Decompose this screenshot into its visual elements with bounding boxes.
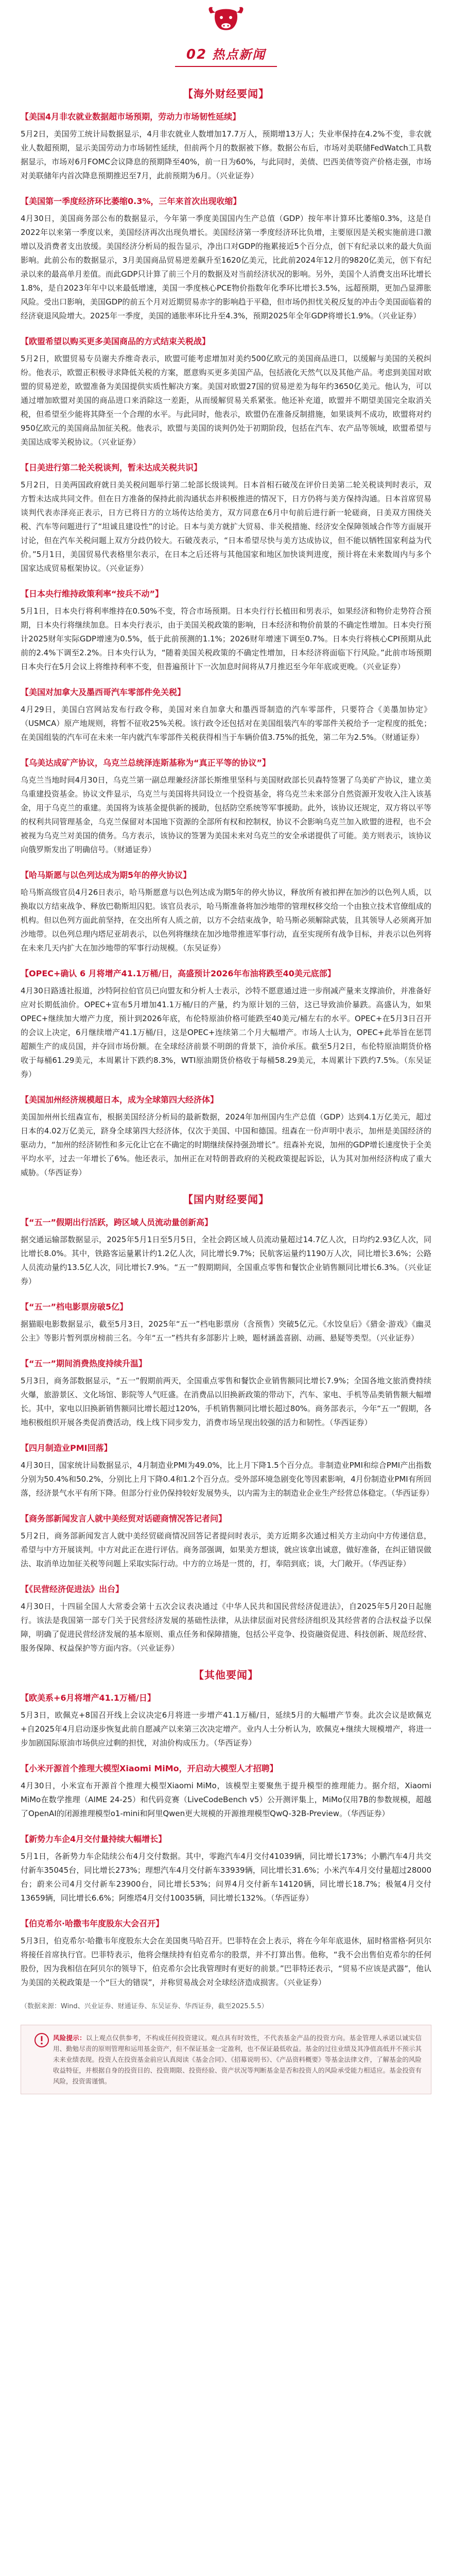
news-item [0, 1093, 452, 1180]
news-item [0, 967, 452, 1081]
news-body: 4月30日，小米宣布开源首个推理大模型Xiaomi MiMo，该模型主要聚焦于提升模型的推理能力。据介绍，Xiaomi MiMo在数学推理（AIME 24-25）和代码竞赛（LiveCodeBench v5）公开测评集上，MiMo仅用7B的参数规模，超越了OpenAI的闭源推理模型o1-mini和阿里Qwen更大规模的开源推理模型QwQ-32B-Preview。（华西证券） [21, 1781, 431, 1818]
news-body: 5月1日，日本央行将利率维持在0.50%不变，符合市场预期。日本央行行长植田和男表示，如果经济和物价走势符合预期，日本央行将继续加息。日本央行表示，由于美国关税政策的影响，日本经济和物价前景的不确定性增加。日本央行预计2025财年实际GDP增速为0.5%，低于此前预测的1.1%；2026财年增速下调至0.7%。日本央行将核心CPI预期从此前的2.4%下调至2.2%。日本央行认为，“随着美国关税政策的不确定性增加，日本经济将面临下行风险。”此前市场预期日本央行在5月会议上将维持利率不变，但普遍预计下一次加息时间将从7月推迟至今年年底或更晚。（兴业证券） [21, 606, 431, 671]
news-item [0, 1761, 452, 1821]
news-headline: 【欧美系+6月将增产41.1万桶/日】 [21, 1693, 155, 1703]
domestic-news-list [0, 1215, 452, 1655]
news-headline: 【《民营经济促进法》出台】 [21, 1584, 124, 1594]
news-body: 美国加州州长纽森宣布，根据美国经济分析局的最新数据，2024年加州国内生产总值（GDP）达到4.1万亿美元，超过日本的4.02万亿美元，跻身全球第四大经济体，仅次于美国、中国和德国。纽森在一份声明中表示，加州是美国经济的驱动力，“加州的经济韧性和多元化让它在不确定的时期继续保持强劲增长”。纽森补充说，加州的GDP增长速度快于全美平均水平，过去一年增长了6%。他还表示，加州正在对特朗普政府的关税政策提起诉讼，认为其对加州经济构成了重大威胁。（华西证券） [21, 1112, 431, 1177]
news-body: 5月3日，欧佩克+8国召开线上会议决定6月将进一步增产41.1万桶/日，延续5月的大幅增产节奏。此次会议是欧佩克+自2025年4月启动逐步恢复此前自愿减产以来第三次决定增产。业内人士分析认为，欧佩克+继续大规模增产，将进一步加剧国际原油市场供应过剩的担忧，对油价构成压力。（华西证券） [21, 1710, 431, 1748]
news-headline: 【美国4月非农就业数据超市场预期，劳动力市场韧性延续】 [21, 112, 241, 122]
news-item [0, 1512, 452, 1571]
news-headline: 【商务部新闻发言人就中美经贸对话磋商情况答记者问】 [21, 1514, 227, 1523]
section-title-other: 【其他要闻】 [194, 1669, 258, 1681]
news-headline: 【乌美达成矿产协议，乌克兰总统泽连斯基称为“真正平等的协议”】 [21, 758, 271, 768]
overseas-news-list [0, 110, 452, 1180]
news-item [0, 1917, 452, 1990]
news-item [0, 685, 452, 744]
news-item [0, 1215, 452, 1289]
warning-icon [30, 2032, 53, 2087]
news-body: 5月2日，美国劳工统计局数据显示，4月非农就业人数增加17.7万人，预期增13万人；失业率保持在4.2%不变，非农就业人数超预期，显示美国劳动力市场韧性延续，但前两个月的数据被下修。数据公布后，市场对美联储FedWatch工具数据显示，市场对6月FOMC会议降息的预期降至40%，前一日为60%，与此同时，美债、巴西美债等资产价格走强，市场对美联储年内首次降息预期推迟至7月，此前预期为6月。（兴业证券） [21, 129, 431, 180]
news-item [0, 1832, 452, 1905]
news-headline: 【日本央行维持政策利率“按兵不动”】 [21, 589, 164, 599]
news-body: 5月3日，商务部数据显示，“五一”假期前两天，全国重点零售和餐饮企业销售额同比增长7.9%；全国各地文旅消费持续火爆，旅游景区、文化场馆、影院等人气旺盛。在消费品以旧换新政策的带动下，汽车、家电、手机等品类销售额大幅增长。其中，家电以旧换新销售额同比增长超过120%，手机销售额同比增长超过80%。商务部表示，今年“五一”假期，各地积极组织开展各类促消费活动，线上线下同步发力，消费市场呈现出较强的活力和韧性。（华西证券） [21, 1376, 431, 1427]
news-item [0, 756, 452, 857]
news-body: 5月2日，日美两国政府就日美关税问题举行第二轮部长级谈判。日本首相石破茂在评价日美第二轮关税谈判时表示，双方暂未达成共同文件。但在日方准备的保持此前沟通状态并积极推进的情况下，日方仍将与美方保持沟通。日本首席贸易谈判代表赤泽亮正表示，日方已将日方的立场传达给美方，双方同意在6月中旬前后进行新一轮磋商，日美双方围绕关税、汽车等问题进行了“坦诚且建设性”的讨论。日本与美方就扩大贸易、非关税措施、经济安全保障领域合作等方面展开讨论，但在汽车关税问题上双方分歧仍较大。石破茂表示，“日本希望尽快与美方达成协议，但不能以牺牲国家利益为代价。”5月1日，美国贸易代表格里尔表示，在日本之后还将与其他国家和地区加快谈判进度，预计将在未来数周内与多个国家达成贸易框架协议。（兴业证券） [21, 480, 431, 573]
news-item [0, 1441, 452, 1500]
news-headline: 【新势力车企4月交付量持续大幅增长】 [21, 1834, 167, 1844]
news-body: 5月2日，商务部新闻发言人就中美经贸磋商情况回答记者提问时表示，美方近期多次通过相关方主动向中方传递信息，希望与中方开展谈判。中方对此正在进行评估。商务部强调，如果美方想谈，就应该拿出诚意，做好准备，在纠正错误做法、取消单边加征关税等问题上采取实际行动。中方的立场是一贯的，打，奉陪到底；谈，大门敞开。（华西证券） [21, 1531, 431, 1568]
news-item [0, 461, 452, 575]
hero-banner [0, 0, 452, 77]
risk-disclaimer [21, 2025, 431, 2094]
news-headline: 【美国第一季度经济环比萎缩0.3%，三年来首次出现收缩】 [21, 196, 241, 206]
news-body: 据交通运输部数据显示，2025年5月1日至5月5日，全社会跨区域人员流动量超过14.7亿人次，日均约2.93亿人次，同比增长8.0%。其中，铁路客运量累计约1.2亿人次，同比增长9.7%；民航客运量约1190万人次，同比增长3.6%；公路人员流动量约13.5亿人次，同比增长7.9%。“五一”假期期间，全国重点零售和餐饮企业销售额同比增长6.3%。（兴业证券） [21, 1235, 431, 1286]
news-item [0, 1582, 452, 1655]
news-item [0, 194, 452, 323]
news-headline: 【小米开源首个推理大模型Xiaomi MiMo，开启动大模型人才招聘】 [21, 1764, 278, 1773]
news-body: 4月29日，美国白宫网站发布行政令称，美国对来自加拿大和墨西哥制造的汽车零部件，只要符合《美墨加协定》（USMCA）原产地规则，将暂不征收25%关税。该行政令还包括对在美国组装汽车的零部件关税给予一定程度的抵免；在美国组装的汽车可在未来一年内就汽车零部件关税获得相当于车辆价值3.75%的抵免，第二年为2.5%。（财通证券） [21, 705, 431, 742]
news-body: 乌克兰当地时间4月30日，乌克兰第一副总理兼经济部长斯维里坚科与美国财政部长贝森特签署了乌美矿产协议，建立美乌重建投资基金。协议文件显示，乌克兰与美国将共同设立一个投资基金，将乌克兰未来部分自然资源开发收入注入该基金，用于乌克兰的重建。美国将为该基金提供新的援助，包括防空系统等军事援助。此外，该协议还规定，双方将以平等的权利共同管理基金，乌克兰保留对本国地下资源的全部所有权和控制权，协议不会影响乌克兰加入欧盟的进程，也不会被视为乌克兰对美国的债务。乌方表示，该协议的签署为美国未来对乌克兰的安全承诺提供了可能。美方则表示，该协议向俄罗斯发出了明确信号。（财通证券） [21, 775, 431, 854]
risk-text [53, 2032, 422, 2087]
chapter-title: 热点新闻 [212, 47, 266, 62]
news-headline: 【美国对加拿大及墨西哥汽车零部件免关税】 [21, 687, 186, 697]
chapter-heading [0, 44, 452, 62]
news-headline: 【“五一”期间消费热度持续升温】 [21, 1359, 147, 1368]
news-headline: 【美国加州经济规模超日本，成为全球第四大经济体】 [21, 1095, 219, 1105]
news-body: 5月2日，欧盟贸易专员谢夫乔维奇表示，欧盟可能考虑增加对美约500亿欧元的美国商品进口，以缓解与美国的关税纠纷。他表示，欧盟正积极寻求降低关税的方案，愿意购买更多美国产品，包括液化天然气以及其他产品。考虑到美国对欧盟的贸易逆差，欧盟准备为美国提供实质性解决方案。美国对欧盟27国的贸易逆差为每年约3650亿美元。他认为，可以通过增加欧盟对美国的商品进口来消除这一差距，从而缓解贸易关系紧张。他还补充道，欧盟并不期望美国完全取消关税，但希望至少能将其降至一个合理的水平。与此同时，他表示，欧盟仍在准备反制措施，如果谈判不成功，欧盟将对约950亿欧元的美国商品加征关税。他表示，欧盟与美国的谈判仍处于初期阶段，包括在汽车、农产品等领域，欧盟希望与美国达成零关税协议。（兴业证券） [21, 354, 431, 447]
news-body: 4月30日，美国商务部公布的数据显示，今年第一季度美国国内生产总值（GDP）按年率计算环比萎缩0.3%，这是自2022年以来第一季度以来，美国经济再次出现负增长。美国经济第一季度经济环比负增，主要原因是关税实施前进口激增以及消费者支出放缓。美国经济分析局的报告显示，净出口对GDP的拖累接近5个百分点，创下有纪录以来的最大负面影响。此前公布的数据显示，3月美国商品贸易逆差飙升至1620亿美元，比此前2024年12月的9820亿美元，创下有纪录以来的最高单月差值。而此GDP只计算了前三个月的数据及对当前经济状况的影响。另外，美国个人消费支出环比增长1.8%，是自2023年年中以来最低增速，美国一季度核心PCE物价指数年化季环比增长3.5%，远超预期，更加凸显滞胀风险。受出口影响，美国GDP的前五个月对近期贸易赤字的影响趋于平稳，但市场仍担忧关税反复的冲击令美国面临着的经济衰退风险增大。2025年一季度，美国的通胀率环比升至4.3%，预期2025年全年GDP将增长1.9%。（兴业证券） [21, 214, 431, 320]
news-item [0, 1300, 452, 1345]
news-item [0, 587, 452, 674]
section-title-overseas: 【海外财经要闻】 [183, 88, 269, 100]
news-headline: 【欧盟希望以购买更多美国商品的方式结束关税战】 [21, 336, 211, 346]
news-body: 4月30日，十四届全国人大常委会第十五次会议表决通过《中华人民共和国民营经济促进法》，自2025年5月20日起施行。该法是我国第一部专门关于民营经济发展的基础性法律，从法律层面对民营经济组织及其经营者的合法权益予以保障，明确了促进民营经济发展的基本原则、重点任务和保障措施，包括公平竞争、投资融资促进、科技创新、规范经营、服务保障、权益保护等方面内容。（兴业证券） [21, 1602, 431, 1653]
chapter-divider [175, 66, 277, 67]
risk-lead: 风险提示： [53, 2034, 86, 2042]
news-headline: 【日美进行第二轮关税谈判，暂未达成关税共识】 [21, 463, 202, 472]
news-body: 5月1日，各新势力车企陆续公布4月交付数据。其中，零跑汽车4月交付41039辆，同比增长173%；小鹏汽车4月共交付新车35045台，同比增长273%；理想汽车4月交付新车33939辆，同比增长31.6%；小米汽车4月交付量超过28000台；蔚来公司4月交付新车23900台，同比增长53%；问界4月交付新车14120辆，同比增长18.7%；极氪4月交付13659辆，同比增长6.6%；阿维塔4月交付10035辆，同比增长132%。（华西证券） [21, 1852, 431, 1903]
news-headline: 【“五一”假期出行活跃，跨区域人员流动量创新高】 [21, 1217, 213, 1227]
news-body: 4月30日路透社报道，沙特阿拉伯官员已向盟友和分析人士表示，沙特不愿意通过进一步削减产量来支撑油价，并准备好应对长期低油价。OPEC+宣布5月增加41.1万桶/日的产量，约为原计划的三倍，这已导致油价暴跌。高盛认为，如果OPEC+继续加大增产力度，预计到2026年底，布伦特原油价格可能跌至40美元/桶左右的水平。OPEC+在5月3日召开的会议上决定，6月继续增产41.1万桶/日，这是OPEC+连续第二个月大幅增产。市场人士认为，OPEC+此举旨在惩罚超额生产的成员国，并夺回市场份额。在全球经济前景不明朗的背景下，油价承压。截至5月2日，布伦特原油期货价格收于每桶61.29美元，本周累计下跌约8.3%，WTI原油期货价格收于每桶58.29美元，本周累计下跌约7.5%。（东吴证券） [21, 986, 431, 1079]
news-headline: 【伯克希尔·哈撒韦年度股东大会召开】 [21, 1919, 164, 1928]
news-body: 哈马斯高级官员4月26日表示，哈马斯愿意与以色列达成为期5年的停火协议，释放所有被扣押在加沙的以色列人质，以换取以方结束战争、释放巴勒斯坦囚犯。该官员表示，哈马斯准备将加沙地带的管理权移交给一个由独立技术官僚组成的机构。但以色列方面此前坚持，在交出所有人质之前，以方不会结束战争，哈马斯必须解除武装，且其领导人必须离开加沙地带。以色列总理内塔尼亚胡表示，以色列将继续在加沙地带推进军事行动，直至实现所有战争目标，并表示以色列将在未来几天内扩大在加沙地带的军事行动规模。（东吴证券） [21, 888, 431, 953]
bull-logo-icon [205, 4, 247, 35]
data-sources-note: （数据来源：Wind、兴业证券、财通证券、东吴证券、华西证券，截至2025.5.5） [21, 2003, 268, 2010]
news-item [0, 868, 452, 955]
chapter-number: 02 [186, 47, 207, 62]
news-item [0, 334, 452, 449]
news-body: 5月3日，伯克希尔·哈撒韦年度股东大会在美国奥马哈召开。巴菲特在会上表示，将在今年年底退休，届时格雷格·阿贝尔将接任首席执行官。巴菲特表示，他将会继续持有伯克希尔的股票，并不打算出售。他称，“我不会出售伯克希尔的任何股份，因为我相信在阿贝尔的领导下，伯克希尔会比我管理时有更好的前景。”巴菲特还表示，“贸易不应该是武器”，他认为美国的关税政策是一个“巨大的错误”，并称贸易战会对全球经济造成损害。（兴业证券） [21, 1936, 431, 1987]
news-item [0, 110, 452, 183]
news-item [0, 1691, 452, 1750]
news-body: 4月30日，国家统计局数据显示，4月制造业PMI为49.0%，比上月下降1.5个百分点。非制造业PMI和综合PMI产出指数分别为50.4%和50.2%，分别比上月下降0.4和1.2个百分点。受外部环境急剧变化等因素影响，4月份制造业PMI有所回落，经济景气水平有所下降。但部分行业仍保持较好发展势头，以内需为主的制造业企业生产经营总体稳定。（华西证券） [21, 1461, 434, 1498]
news-body: 据猫眼电影数据显示，截至5月3日，2025年“五一”档电影票房（含预售）突破5亿元。《水饺皇后》《猎金·游戏》《幽灵公主》等影片暂列票房榜前三名。今年“五一”档共有多部影片上映，题材涵盖喜剧、动画、悬疑等类型。（兴业证券） [21, 1319, 431, 1343]
news-item [0, 1357, 452, 1430]
other-news-list [0, 1691, 452, 1990]
news-headline: 【哈马斯愿与以色列达成为期5年的停火协议】 [21, 870, 192, 880]
risk-body: 以上观点仅供参考，不构成任何投资建议。观点具有时效性，不代表基金产品的投资方向。基金管理人承诺以诚实信用、勤勉尽责的原则管理和运用基金资产，但不保证基金一定盈利，也不保证最低收益。基金的过往业绩及其净值高低并不预示其未来业绩表现。投资人在投资基金前应认真阅读《基金合同》、《招募说明书》、《产品资料概要》等基金法律文件，了解基金的风险收益特征，并根据自身的投资目的、投资期限、投资经验、资产状况等判断基金是否和投资人的风险承受能力相适应。基金投资有风险，投资需谨慎。 [53, 2034, 422, 2085]
news-headline: 【OPEC+确认 6 月将增产41.1万桶/日，高盛预计2026年布油将跌至40美元底部】 [21, 969, 336, 978]
news-headline: 【四月制造业PMI回落】 [21, 1443, 112, 1453]
section-title-domestic: 【国内财经要闻】 [183, 1193, 269, 1206]
news-headline: 【“五一”档电影票房破5亿】 [21, 1302, 128, 1312]
